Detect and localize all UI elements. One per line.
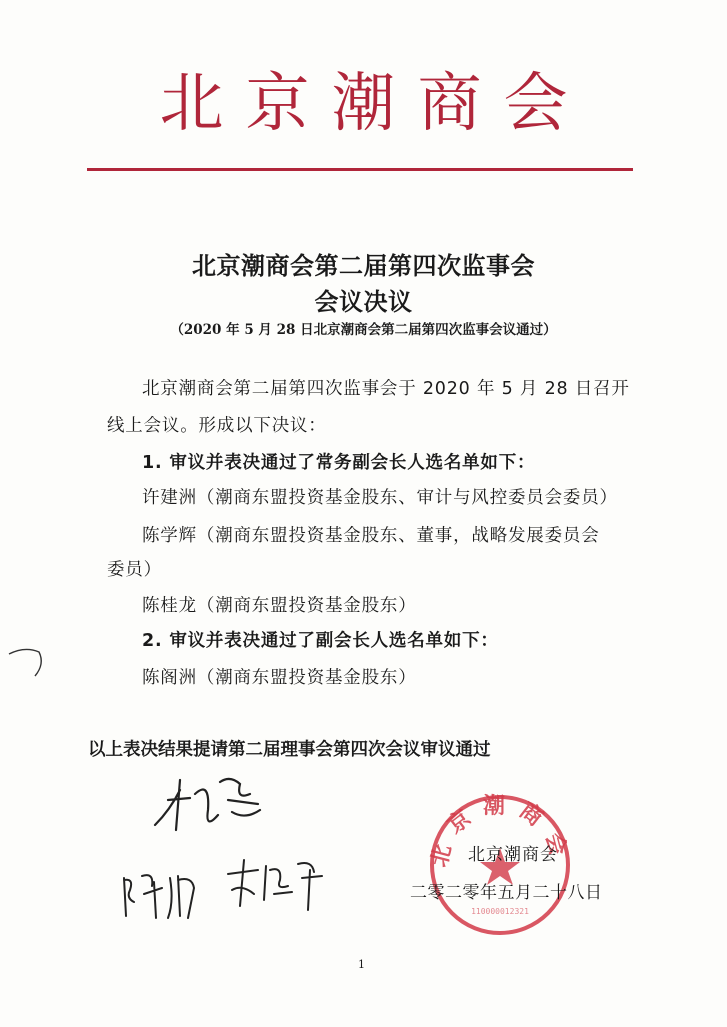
page-number: 1 <box>358 958 365 971</box>
document-title-line1: 北京潮商会第二届第四次监事会 <box>192 251 535 280</box>
signature-organization: 北京潮商会 <box>468 845 558 865</box>
letterhead-divider <box>87 168 633 171</box>
resolution-item1-heading: 1. 审议并表决通过了常务副会长人选名单如下： <box>142 453 536 473</box>
document-title-line2: 会议决议 <box>314 287 413 316</box>
list-item: 委员） <box>107 560 162 580</box>
svg-text:110000012321: 110000012321 <box>471 907 529 916</box>
handwritten-signature-2 <box>118 858 208 928</box>
signature-date: 二零二零年五月二十八日 <box>410 883 603 903</box>
conclusion-text: 以上表决结果提请第二届理事会第四次会议审议通过 <box>88 740 491 760</box>
handwritten-signature-1 <box>150 770 270 840</box>
list-item: 陈桂龙（潮商东盟投资基金股东） <box>142 596 417 616</box>
resolution-item2-heading: 2. 审议并表决通过了副会长人选名单如下： <box>142 631 499 651</box>
margin-mark <box>5 640 55 680</box>
list-item: 陈阁洲（潮商东盟投资基金股东） <box>142 668 417 688</box>
document-subtitle: （2020 年 5 月 28 日北京潮商会第二届第四次监事会议通过） <box>170 322 557 338</box>
handwritten-signature-3 <box>218 850 328 920</box>
list-item: 陈学辉（潮商东盟投资基金股东、董事，战略发展委员会 <box>142 526 600 546</box>
intro-paragraph-line1: 北京潮商会第二届第四次监事会于 2020 年 5 月 28 日召开 <box>142 379 630 399</box>
list-item: 许建洲（潮商东盟投资基金股东、审计与风控委员会委员） <box>142 488 618 508</box>
svg-text:北京潮商会: 北京潮商会 <box>426 793 574 870</box>
official-seal <box>425 790 575 940</box>
letterhead-title: 北京潮商会 <box>159 67 590 141</box>
intro-paragraph-line2: 线上会议。形成以下决议： <box>107 416 327 436</box>
